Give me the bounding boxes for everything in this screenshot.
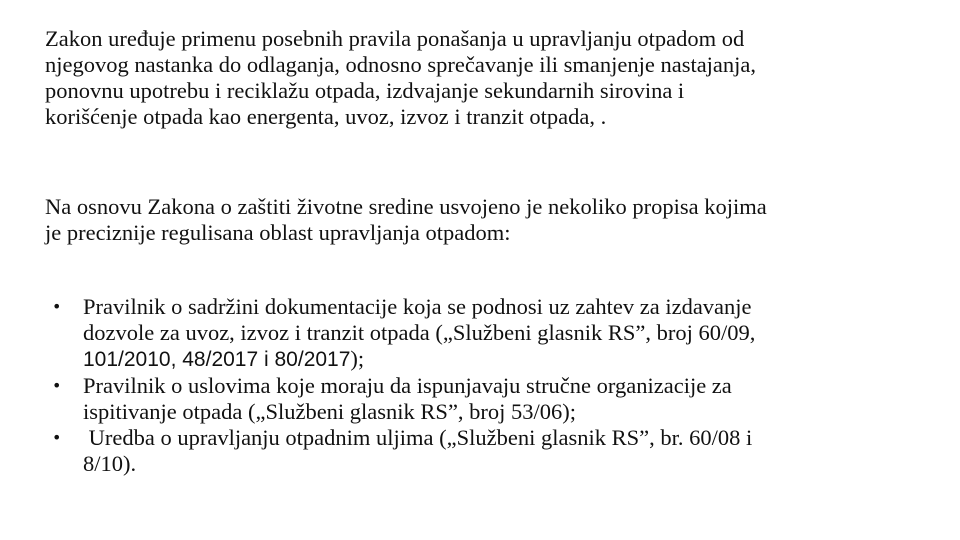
- list-item-uredba-ulja: [45, 425, 945, 477]
- list-item-pravilnik-uslovi: [45, 373, 945, 425]
- text-line: je preciznije regulisana oblast upravljanja otpadom:: [45, 220, 511, 245]
- regulations-list: [45, 294, 945, 477]
- text-line: Uredba o upravljanju otpadnim uljima („Službeni glasnik RS”, br. 60/08 i: [83, 425, 753, 450]
- bullet-icon: •: [52, 428, 62, 447]
- text-line: Pravilnik o uslovima koje moraju da ispunjavaju stručne organizacije za: [83, 373, 732, 398]
- text-line: njegovog nastanka do odlaganja, odnosno sprečavanje ili smanjenje nastajanja,: [45, 52, 757, 77]
- text-line: Pravilnik o sadržini dokumentacije koja se podnosi uz zahtev za izdavanje: [83, 294, 752, 319]
- list-item-pravilnik-dokumentacija: [45, 294, 945, 373]
- intro-paragraph: [45, 26, 945, 130]
- text-line: 8/10).: [83, 451, 137, 476]
- bullet-icon: •: [52, 376, 62, 395]
- text-line: dozvole za uvoz, izvoz i tranzit otpada („Službeni glasnik RS”, broj 60/09,: [83, 320, 756, 345]
- text-line: ponovnu upotrebu i reciklažu otpada, izdvajanje sekundarnih sirovina i: [45, 78, 685, 103]
- text-tail: );: [350, 346, 365, 371]
- text-line: [83, 346, 945, 373]
- text-line: Na osnovu Zakona o zaštiti životne sredine usvojeno je nekoliko propisa kojima: [45, 194, 767, 219]
- gazette-numbers: 101/2010, 48/2017 i 80/2017: [83, 348, 351, 371]
- text-line: ispitivanje otpada („Službeni glasnik RS”, broj 53/06);: [83, 399, 577, 424]
- bullet-icon: •: [52, 297, 62, 316]
- text-line: Zakon uređuje primenu posebnih pravila ponašanja u upravljanju otpadom od: [45, 26, 745, 51]
- text-line: korišćenje otpada kao energenta, uvoz, izvoz i tranzit otpada, .: [45, 104, 607, 129]
- regulations-intro-paragraph: [45, 194, 945, 246]
